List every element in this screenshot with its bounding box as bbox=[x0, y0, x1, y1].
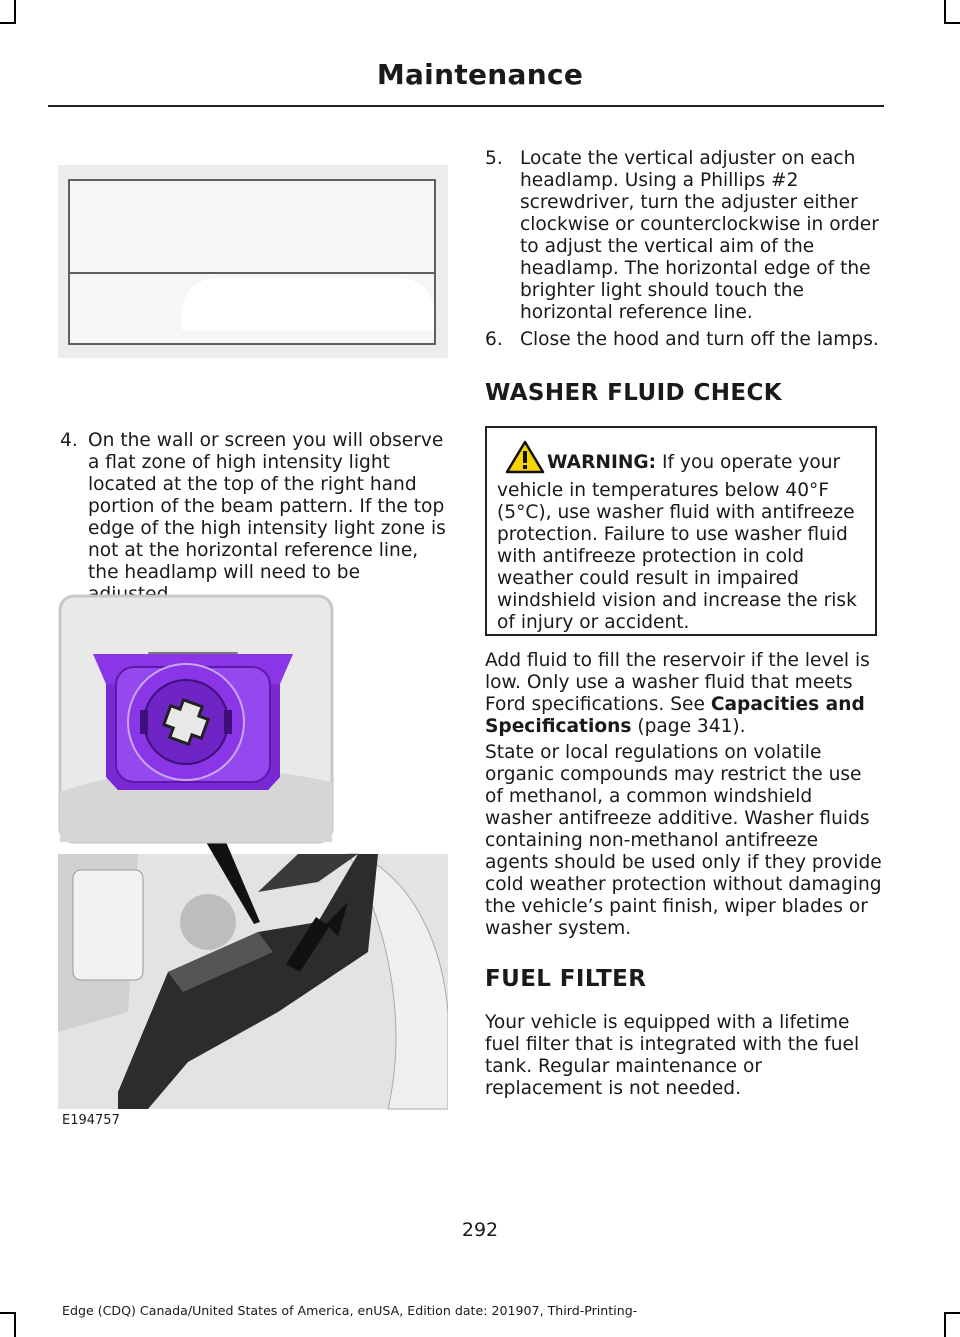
section-heading-fuel-filter: FUEL FILTER bbox=[485, 966, 647, 992]
headlamp-adjuster-illustration bbox=[58, 592, 448, 1132]
crop-mark bbox=[14, 1312, 16, 1337]
crop-mark bbox=[944, 22, 960, 24]
washer-paragraph-add-fluid bbox=[485, 650, 883, 738]
step-5 bbox=[485, 148, 885, 324]
crop-mark bbox=[0, 22, 16, 24]
warning-icon bbox=[505, 440, 545, 480]
crop-mark bbox=[14, 0, 16, 22]
warning-label: WARNING: bbox=[547, 452, 657, 473]
step-6 bbox=[485, 329, 885, 351]
crop-mark bbox=[0, 1312, 16, 1314]
warning-text: If you operate your vehicle in temperatures below 40°F (5°C), use washer fluid with antifreeze protection. Failure to use washer fluid with antifreeze protection in cold weather could result in impaired windshield vision and increase the risk of injury or accident. bbox=[497, 452, 857, 633]
footer-edition-text: Edge (CDQ) Canada/United States of America, enUSA, Edition date: 201907, Third-Printing- bbox=[62, 1303, 638, 1318]
figure-code: E194757 bbox=[62, 1113, 120, 1128]
crop-mark bbox=[944, 0, 946, 22]
wall-screen bbox=[68, 179, 436, 345]
step-number: 5. bbox=[485, 148, 503, 169]
paragraph-text: Add fluid to fill the reservoir if the level is low. Only use a washer fluid that meets Ford specifications. See bbox=[485, 650, 870, 715]
washer-paragraph-regulations: State or local regulations on volatile organic compounds may restrict the use of methanol, a common windshield washer antifreeze additive. Washer fluids containing non-methanol antifreeze agents should be used only if they provide cold weather protection without damaging the vehicle’s paint finish, wiper blades or washer system. bbox=[485, 742, 882, 939]
step-text: On the wall or screen you will observe a flat zone of high intensity light located at the top of the right hand portion of the beam pattern. If the top edge of the high intensity light zone is not at the horizontal reference line, the headlamp will need to be bbox=[88, 430, 446, 583]
section-heading-washer-fluid: WASHER FLUID CHECK bbox=[485, 380, 783, 406]
crop-mark bbox=[944, 1312, 946, 1337]
step-number: 4. bbox=[60, 430, 78, 451]
page-title: Maintenance bbox=[376, 58, 584, 91]
step-text: Locate the vertical adjuster on each headlamp. Using a Phillips #2 screwdriver, turn the adjuster either clockwise or counterclockwise in order to adjust the vertical aim of the headlamp. The horizontal edge of the brighter light should touch the horizontal reference line. bbox=[520, 148, 879, 323]
headlamp-adjuster-figure bbox=[58, 592, 448, 1132]
step-4 bbox=[60, 430, 450, 606]
horizontal-reference-line bbox=[70, 272, 434, 274]
high-intensity-light-zone bbox=[182, 278, 434, 330]
crop-mark bbox=[944, 1312, 960, 1314]
capacities-link[interactable]: Capacities and Specifications bbox=[485, 694, 865, 737]
page-reference: (page 341). bbox=[631, 716, 746, 737]
step-number: 6. bbox=[485, 329, 503, 350]
fuel-filter-paragraph: Your vehicle is equipped with a lifetime fuel filter that is integrated with the fuel tank. Regular maintenance or replacement is not needed. bbox=[485, 1012, 860, 1099]
warning-box bbox=[485, 426, 877, 636]
page-number: 292 bbox=[461, 1219, 499, 1241]
header-divider bbox=[48, 105, 884, 107]
step-text: Close the hood and turn off the lamps. bbox=[520, 329, 879, 350]
beam-pattern-figure bbox=[58, 165, 448, 358]
